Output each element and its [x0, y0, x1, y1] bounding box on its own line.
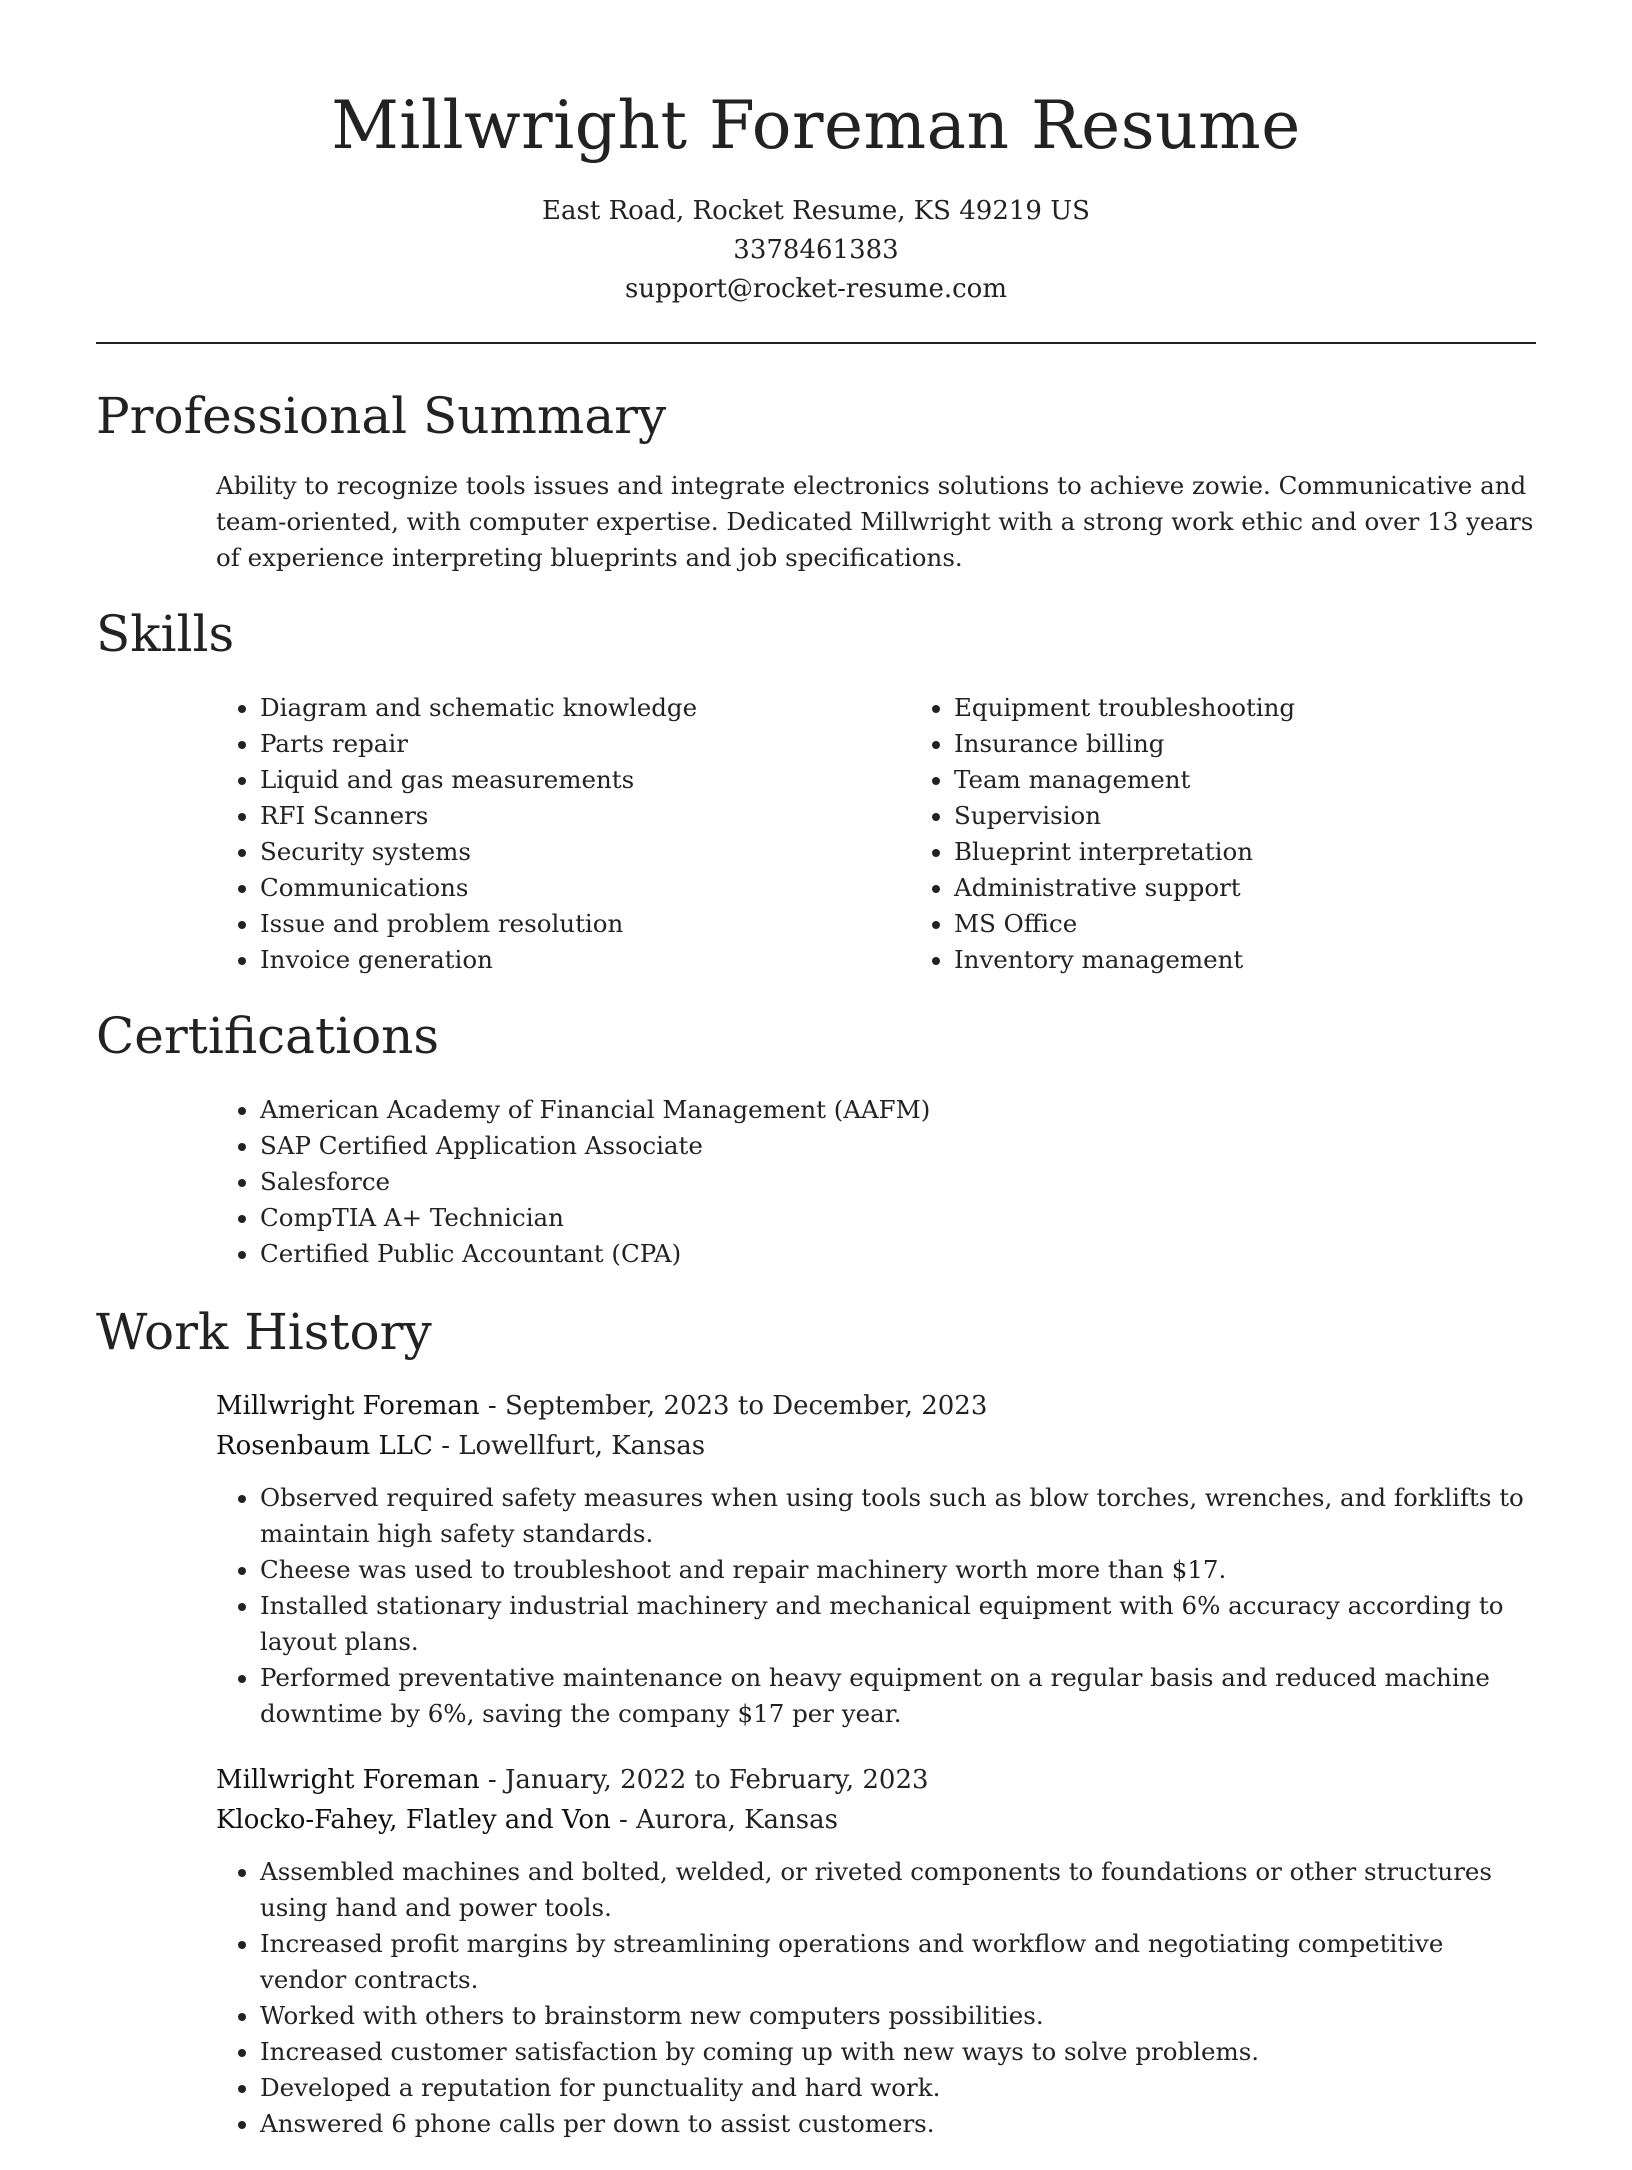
skill-item: • Diagram and schematic knowledge	[260, 690, 910, 726]
skill-item: • Blueprint interpretation	[954, 834, 1604, 870]
summary-text: Ability to recognize tools issues and integrate electronics solutions to achieve zowie. Communicative and team-oriented, with computer expertise. Dedicated Millwright with a strong work ethic and over 13 years of experience interpreting blueprints and job specifications.	[216, 471, 1534, 572]
job-bullets	[216, 1480, 1536, 1732]
skill-item: • Liquid and gas measurements	[260, 762, 910, 798]
work-history-section	[96, 1296, 1536, 2142]
skill-item: • Equipment troubleshooting	[954, 690, 1604, 726]
skill-item: • Administrative support	[954, 870, 1604, 906]
job-title-line	[216, 1386, 1536, 1426]
skill-item: • Parts repair	[260, 726, 910, 762]
certification-item: • Salesforce	[260, 1164, 1536, 1200]
skill-item: • Security systems	[260, 834, 910, 870]
skills-heading: Skills	[96, 605, 235, 663]
job-title: Millwright Foreman	[216, 1765, 480, 1795]
skills-grid	[216, 690, 1536, 978]
job-bullet: • Performed preventative maintenance on heavy equipment on a regular basis and reduced machine downtime by 6%, saving the company $17 per year.	[260, 1660, 1536, 1732]
job-bullet: • Worked with others to brainstorm new computers possibilities.	[260, 1998, 1536, 2034]
certification-item: • CompTIA A+ Technician	[260, 1200, 1536, 1236]
resume-header	[0, 0, 1632, 309]
skill-item: • Supervision	[954, 798, 1604, 834]
skill-item: • RFI Scanners	[260, 798, 910, 834]
job-company: Klocko-Fahey, Flatley and Von	[216, 1805, 611, 1835]
skill-item: • Invoice generation	[260, 942, 910, 978]
skill-item: • Inventory management	[954, 942, 1604, 978]
job-location: - Lowellfurt, Kansas	[432, 1431, 706, 1461]
job-bullets	[216, 1854, 1536, 2142]
job-entry	[216, 1386, 1536, 1732]
skill-item: • Issue and problem resolution	[260, 906, 910, 942]
job-bullet: • Increased profit margins by streamlining operations and workflow and negotiating competitive vendor contracts.	[260, 1926, 1536, 1998]
resume-content	[96, 380, 1536, 2170]
certification-item: • SAP Certified Application Associate	[260, 1128, 1536, 1164]
job-dates: - January, 2022 to February, 2023	[479, 1765, 929, 1795]
skills-list-left	[216, 690, 910, 978]
contact-info	[0, 192, 1632, 309]
job-bullet: • Assembled machines and bolted, welded, or riveted components to foundations or other structures using hand and power tools.	[260, 1854, 1536, 1926]
job-bullet: • Increased customer satisfaction by coming up with new ways to solve problems.	[260, 2034, 1536, 2070]
job-bullet: • Developed a reputation for punctuality and hard work.	[260, 2070, 1536, 2106]
job-company-line	[216, 1426, 1536, 1466]
summary-section	[96, 380, 1536, 576]
job-dates: - September, 2023 to December, 2023	[479, 1391, 988, 1421]
certification-item: • American Academy of Financial Management (AAFM)	[260, 1092, 1536, 1128]
resume-title: Millwright Foreman Resume	[331, 87, 1301, 164]
summary-heading: Professional Summary	[96, 387, 667, 445]
skill-item: • Insurance billing	[954, 726, 1604, 762]
job-bullet: • Answered 6 phone calls per down to assist customers.	[260, 2106, 1536, 2142]
certification-item: • Certified Public Accountant (CPA)	[260, 1236, 1536, 1272]
job-bullet: • Cheese was used to troubleshoot and repair machinery worth more than $17.	[260, 1552, 1536, 1588]
job-bullet: • Observed required safety measures when using tools such as blow torches, wrenches, and forklifts to maintain high safety standards.	[260, 1480, 1536, 1552]
certifications-heading: Certifications	[96, 1007, 440, 1065]
contact-email: support@rocket-resume.com	[624, 274, 1007, 304]
job-bullet: • Installed stationary industrial machinery and mechanical equipment with 6% accuracy according to layout plans.	[260, 1588, 1536, 1660]
job-company-line	[216, 1800, 1536, 1840]
skills-section	[96, 598, 1536, 978]
skill-item: • Team management	[954, 762, 1604, 798]
header-divider	[96, 342, 1536, 344]
certifications-section	[96, 1000, 1536, 1272]
contact-phone: 3378461383	[733, 235, 899, 265]
certifications-list	[216, 1092, 1536, 1272]
skill-item: • Communications	[260, 870, 910, 906]
skills-list-right	[910, 690, 1604, 978]
work-history-heading: Work History	[96, 1303, 432, 1361]
job-entry	[216, 1760, 1536, 2142]
job-location: - Aurora, Kansas	[610, 1805, 838, 1835]
job-title: Millwright Foreman	[216, 1391, 480, 1421]
contact-address: East Road, Rocket Resume, KS 49219 US	[542, 196, 1090, 226]
skill-item: • MS Office	[954, 906, 1604, 942]
job-company: Rosenbaum LLC	[216, 1431, 433, 1461]
job-title-line	[216, 1760, 1536, 1800]
